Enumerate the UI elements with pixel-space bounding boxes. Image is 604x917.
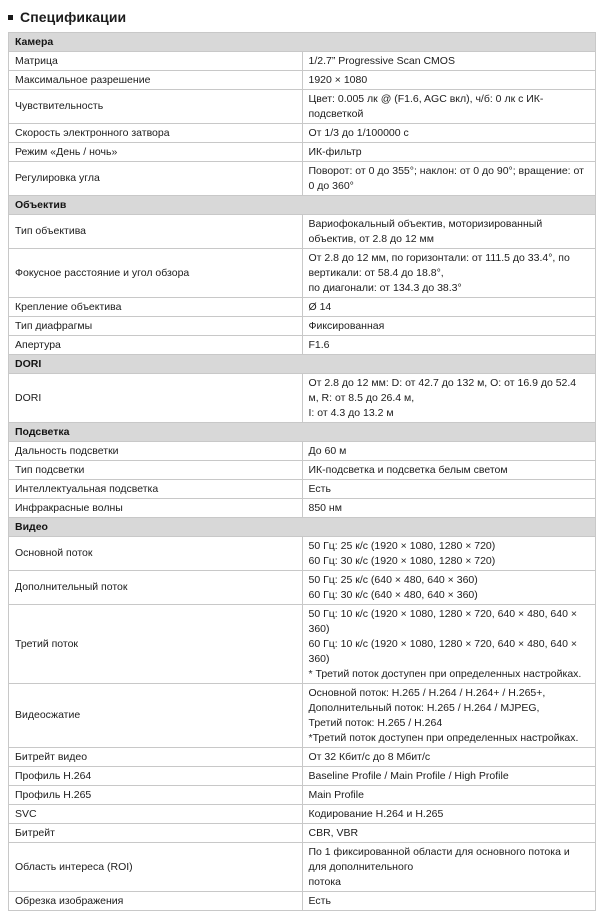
spec-value <box>302 124 596 143</box>
spec-value-line: F1.6 <box>308 338 330 351</box>
spec-value-line: Третий поток: H.265 / H.264 <box>308 716 443 729</box>
spec-value <box>302 71 596 90</box>
spec-row <box>9 298 596 317</box>
spec-row <box>9 824 596 843</box>
spec-value <box>302 298 596 317</box>
spec-row <box>9 892 596 911</box>
spec-row <box>9 162 596 196</box>
spec-row <box>9 843 596 892</box>
spec-label: Крепление объектива <box>9 298 303 317</box>
spec-value-line: Основной поток: H.265 / H.264 / H.264+ / H.265+, <box>308 686 546 699</box>
spec-label: Тип диафрагмы <box>9 317 303 336</box>
page-title-row <box>8 9 596 25</box>
spec-value <box>302 90 596 124</box>
spec-value-line: От 2.8 до 12 мм: D: от 42.7 до 132 м, O: от 16.9 до 52.4 м, R: от 8.5 до 26.4 м, <box>308 376 577 404</box>
spec-label: Третий поток <box>9 605 303 684</box>
spec-value <box>302 605 596 684</box>
spec-value-line: 1/2.7” Progressive Scan CMOS <box>308 54 455 67</box>
spec-label: SVC <box>9 805 303 824</box>
spec-value <box>302 317 596 336</box>
spec-label: Апертура <box>9 336 303 355</box>
section-header: Видео <box>9 518 596 537</box>
section-header: Подсветка <box>9 423 596 442</box>
spec-label: Дополнительный поток <box>9 571 303 605</box>
spec-value <box>302 480 596 499</box>
spec-label: Профиль H.265 <box>9 786 303 805</box>
spec-value-line: Есть <box>308 482 331 495</box>
spec-value <box>302 249 596 298</box>
spec-value <box>302 571 596 605</box>
spec-label: Чувствительность <box>9 90 303 124</box>
spec-value-line: Вариофокальный объектив, моторизированный объектив, от 2.8 до 12 мм <box>308 217 543 245</box>
spec-row <box>9 684 596 748</box>
spec-label: Битрейт видео <box>9 748 303 767</box>
spec-value-line: Фиксированная <box>308 319 385 332</box>
spec-label: Режим «День / ночь» <box>9 143 303 162</box>
spec-row <box>9 786 596 805</box>
spec-value <box>302 748 596 767</box>
section-header-row <box>9 33 596 52</box>
spec-value <box>302 843 596 892</box>
spec-row <box>9 374 596 423</box>
spec-value <box>302 162 596 196</box>
spec-value <box>302 442 596 461</box>
spec-label: Видеосжатие <box>9 684 303 748</box>
spec-value-line: потока <box>308 875 341 888</box>
spec-value-line: Есть <box>308 894 331 907</box>
spec-value <box>302 892 596 911</box>
spec-row <box>9 499 596 518</box>
spec-label: Максимальное разрешение <box>9 71 303 90</box>
spec-row <box>9 442 596 461</box>
spec-value-line: 60 Гц: 10 к/с (1920 × 1080, 1280 × 720, 640 × 480, 640 × 360) <box>308 637 578 665</box>
spec-label: Обрезка изображения <box>9 892 303 911</box>
page-title: Спецификации <box>20 9 127 25</box>
spec-table-body <box>9 33 596 911</box>
spec-label: Фокусное расстояние и угол обзора <box>9 249 303 298</box>
spec-label: DORI <box>9 374 303 423</box>
spec-label: Профиль H.264 <box>9 767 303 786</box>
spec-value <box>302 824 596 843</box>
spec-row <box>9 143 596 162</box>
spec-label: Тип подсветки <box>9 461 303 480</box>
section-header: DORI <box>9 355 596 374</box>
spec-value-line: Ø 14 <box>308 300 332 313</box>
spec-row <box>9 336 596 355</box>
spec-row <box>9 748 596 767</box>
spec-value-line: *Третий поток доступен при определенных настройках. <box>308 731 579 744</box>
spec-value-line: 1920 × 1080 <box>308 73 368 86</box>
spec-row <box>9 461 596 480</box>
section-header-row <box>9 196 596 215</box>
spec-row <box>9 124 596 143</box>
spec-row <box>9 805 596 824</box>
spec-value <box>302 143 596 162</box>
spec-table <box>8 32 596 911</box>
spec-label: Тип объектива <box>9 215 303 249</box>
spec-label: Основной поток <box>9 537 303 571</box>
spec-value <box>302 336 596 355</box>
spec-row <box>9 767 596 786</box>
spec-label: Интеллектуальная подсветка <box>9 480 303 499</box>
spec-value <box>302 786 596 805</box>
spec-value-line: Baseline Profile / Main Profile / High Profile <box>308 769 509 782</box>
spec-value-line: ИК-фильтр <box>308 145 362 158</box>
section-header-row <box>9 518 596 537</box>
section-header-row <box>9 355 596 374</box>
spec-value-line: Main Profile <box>308 788 364 801</box>
spec-value-line: Поворот: от 0 до 355°; наклон: от 0 до 90°; вращение: от 0 до 360° <box>308 164 584 192</box>
spec-row <box>9 605 596 684</box>
spec-value <box>302 767 596 786</box>
spec-value <box>302 52 596 71</box>
spec-value <box>302 805 596 824</box>
spec-row <box>9 52 596 71</box>
spec-value-line: Дополнительный поток: H.265 / H.264 / MJPEG, <box>308 701 540 714</box>
spec-label: Инфракрасные волны <box>9 499 303 518</box>
spec-value <box>302 461 596 480</box>
spec-value <box>302 374 596 423</box>
spec-label: Матрица <box>9 52 303 71</box>
spec-label: Дальность подсветки <box>9 442 303 461</box>
spec-row <box>9 90 596 124</box>
spec-value-line: 60 Гц: 30 к/с (640 × 480, 640 × 360) <box>308 588 478 601</box>
section-header: Камера <box>9 33 596 52</box>
spec-value-line: * Третий поток доступен при определенных настройках. <box>308 667 582 680</box>
spec-value-line: Кодирование H.264 и H.265 <box>308 807 444 820</box>
spec-value-line: I: от 4.3 до 13.2 м <box>308 406 394 419</box>
spec-value-line: 50 Гц: 25 к/с (640 × 480, 640 × 360) <box>308 573 478 586</box>
spec-row <box>9 215 596 249</box>
spec-value-line: 50 Гц: 25 к/с (1920 × 1080, 1280 × 720) <box>308 539 496 552</box>
spec-value-line: От 2.8 до 12 мм, по горизонтали: от 111.5 до 33.4°, по вертикали: от 58.4 до 18.8°, <box>308 251 570 279</box>
spec-value-line: 60 Гц: 30 к/с (1920 × 1080, 1280 × 720) <box>308 554 496 567</box>
spec-value-line: ИК-подсветка и подсветка белым светом <box>308 463 508 476</box>
section-header: Объектив <box>9 196 596 215</box>
spec-value-line: От 1/3 до 1/100000 с <box>308 126 409 139</box>
spec-row <box>9 249 596 298</box>
spec-value-line: От 32 Кбит/с до 8 Мбит/с <box>308 750 431 763</box>
section-header-row <box>9 423 596 442</box>
bullet-icon <box>8 15 13 20</box>
spec-row <box>9 71 596 90</box>
spec-label: Битрейт <box>9 824 303 843</box>
spec-value-line: 850 нм <box>308 501 342 514</box>
spec-value-line: CBR, VBR <box>308 826 359 839</box>
spec-row <box>9 537 596 571</box>
spec-value <box>302 215 596 249</box>
spec-value-line: Цвет: 0.005 лк @ (F1.6, AGC вкл), ч/б: 0 лк с ИК-подсветкой <box>308 92 544 120</box>
spec-value <box>302 499 596 518</box>
spec-value-line: 50 Гц: 10 к/с (1920 × 1080, 1280 × 720, 640 × 480, 640 × 360) <box>308 607 578 635</box>
spec-row <box>9 317 596 336</box>
spec-row <box>9 480 596 499</box>
spec-row <box>9 571 596 605</box>
spec-value-line: До 60 м <box>308 444 347 457</box>
spec-label: Область интереса (ROI) <box>9 843 303 892</box>
spec-value-line: По 1 фиксированной области для основного потока и для дополнительного <box>308 845 570 873</box>
spec-value <box>302 537 596 571</box>
spec-value <box>302 684 596 748</box>
spec-label: Скорость электронного затвора <box>9 124 303 143</box>
spec-label: Регулировка угла <box>9 162 303 196</box>
spec-value-line: по диагонали: от 134.3 до 38.3° <box>308 281 462 294</box>
